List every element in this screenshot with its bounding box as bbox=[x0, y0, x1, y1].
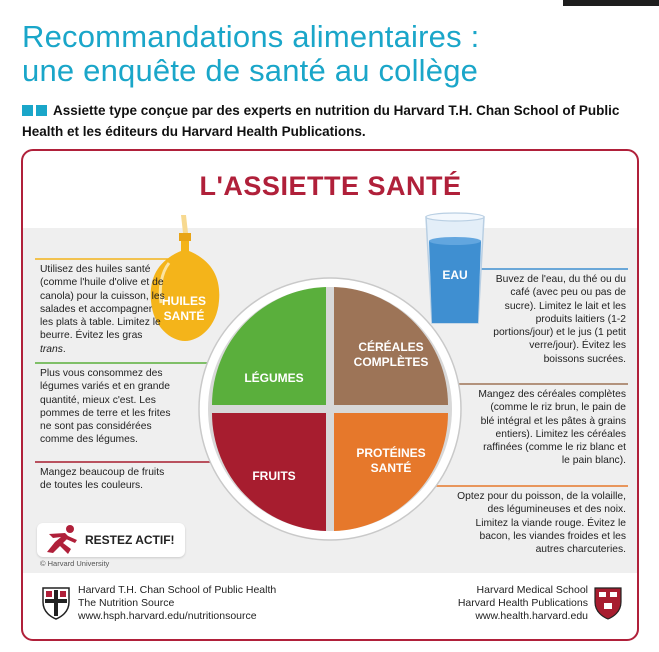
page-title-line1: Recommandations alimentaires : bbox=[22, 19, 480, 54]
footer-right-line2: Harvard Health Publications bbox=[457, 597, 588, 609]
protein-label bbox=[336, 446, 446, 476]
vegetables-note: Plus vous consommez des légumes variés et en grande quantité, mieux c'est. Les pommes de terre et les frites ne sont pas considérées comme des légumes. bbox=[40, 368, 171, 446]
stay-active-badge bbox=[37, 523, 185, 557]
footer-left-line1: Harvard T.H. Chan School of Public Health bbox=[78, 584, 277, 596]
oils-note bbox=[40, 263, 168, 356]
protein-label-line1: PROTÉINES bbox=[356, 446, 426, 460]
oils-note-italic: trans bbox=[40, 343, 63, 355]
vegetables-segment bbox=[212, 287, 326, 405]
running-person-icon bbox=[41, 523, 85, 557]
fruits-note: Mangez beaucoup de fruits de toutes les couleurs. bbox=[40, 467, 165, 492]
water-label: EAU bbox=[442, 268, 468, 282]
grains-note: Mangez des céréales complètes (comme le riz brun, le pain de blé intégral et les pâtes à grains entiers). Limitez les céréales raffinées (comme le riz blanc et le pain blanc). bbox=[478, 389, 626, 467]
top-header-strip bbox=[563, 0, 659, 6]
oils-note-end: . bbox=[62, 343, 66, 355]
figure-caption bbox=[22, 100, 658, 142]
footer-left-line2: The Nutrition Source bbox=[78, 597, 175, 609]
stay-active-text: RESTEZ ACTIF! bbox=[85, 533, 175, 547]
harvard-chan-shield-icon bbox=[41, 586, 71, 620]
protein-label-line2: SANTÉ bbox=[370, 461, 412, 475]
footer-right bbox=[403, 584, 588, 623]
fruits-label: FRUITS bbox=[252, 469, 296, 483]
page-title-line2: une enquête de santé au collège bbox=[22, 53, 479, 88]
caption-bullet-icon bbox=[36, 105, 47, 116]
grains-label-line1: CÉRÉALES bbox=[358, 340, 424, 354]
footer-right-line1: Harvard Medical School bbox=[476, 584, 588, 596]
footer-left-link[interactable]: www.hsph.harvard.edu/nutritionsource bbox=[78, 610, 257, 622]
grains-label-line2: COMPLÈTES bbox=[353, 355, 429, 369]
oils-note-text: Utilisez des huiles santé (comme l'huile d'olive et de canola) pour la cuisson, les salades et accompagner les plats à table. Limitez le beurre. Évitez les gras bbox=[40, 264, 165, 342]
plate-heading: L'ASSIETTE SANTÉ bbox=[199, 171, 462, 201]
footer-right-link[interactable]: www.health.harvard.edu bbox=[475, 610, 588, 622]
vegetables-label: LÉGUMES bbox=[244, 371, 304, 385]
protein-note: Optez pour du poisson, de la volaille, des légumineuses et des noix. Limitez la viande rouge. Évitez le bacon, les viandes froides et les autres charcuteries. bbox=[457, 491, 626, 556]
water-note: Buvez de l'eau, du thé ou du café (avec peu ou pas de sucre). Limitez le lait et les produits laitiers (1-2 portions/jour) et le jus (1 petit verre/jour). Évitez les boissons sucrées. bbox=[493, 274, 626, 365]
oil-label-line1: HUILES bbox=[161, 294, 206, 308]
caption-bullet-icon bbox=[22, 105, 33, 116]
footer-left bbox=[78, 584, 276, 623]
healthy-plate-card bbox=[21, 149, 639, 641]
caption-text: Assiette type conçue par des experts en nutrition du Harvard T.H. Chan School of Public Health et les éditeurs du Harvard Health Publications. bbox=[22, 103, 620, 139]
grains-label bbox=[336, 340, 446, 370]
copyright-text: © Harvard University bbox=[40, 559, 110, 568]
harvard-medical-shield-icon bbox=[593, 586, 623, 620]
page-title bbox=[22, 20, 479, 88]
oil-label-line2: SANTÉ bbox=[163, 309, 205, 323]
